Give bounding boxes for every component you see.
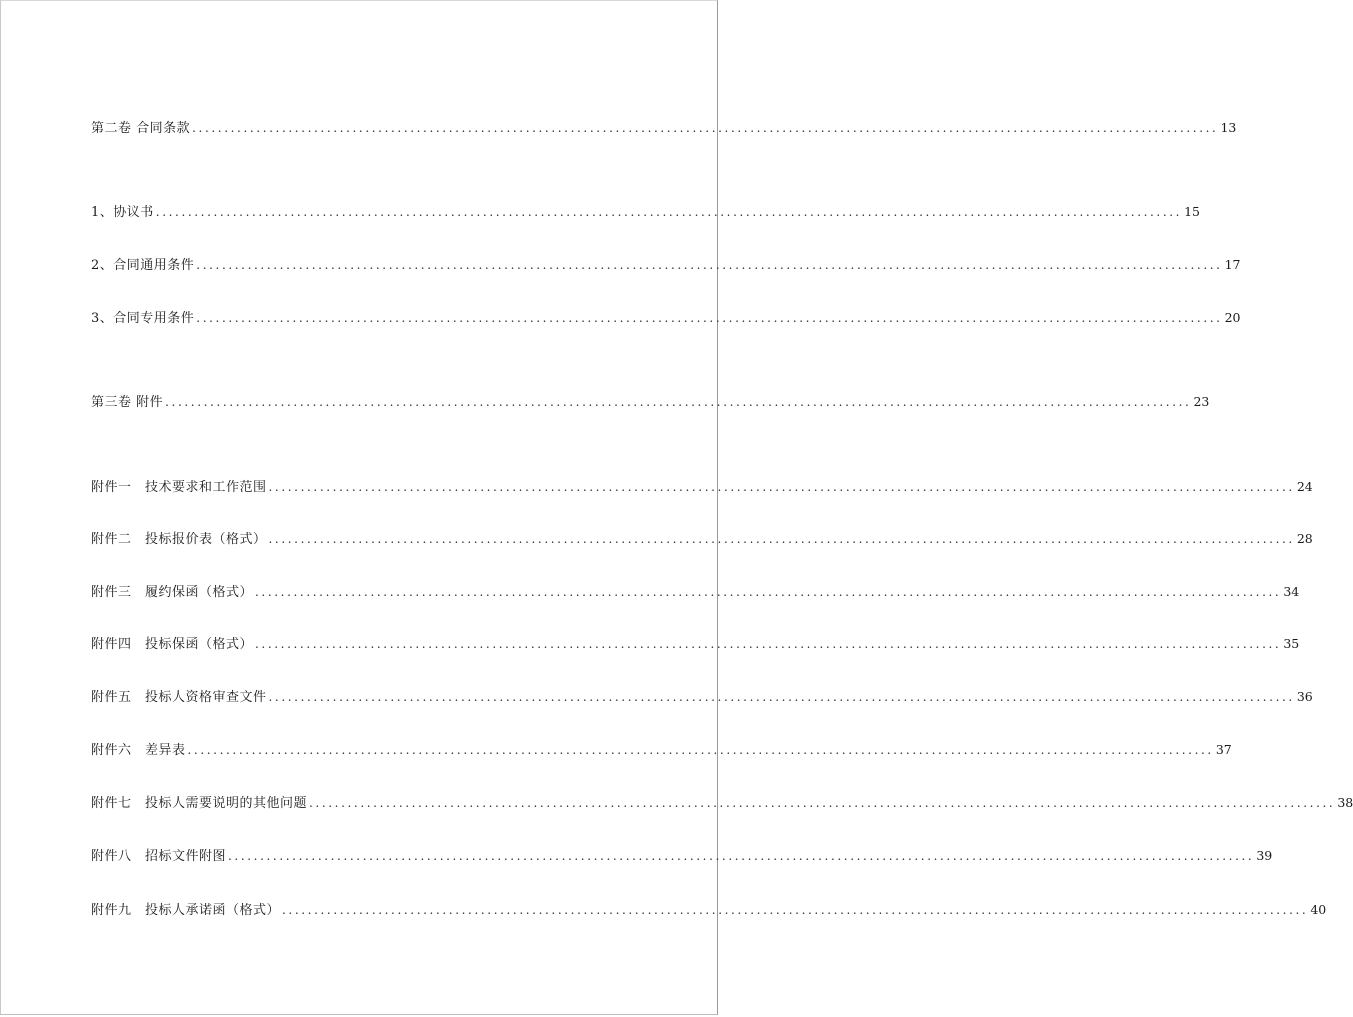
toc-page-number: 15 [1184, 204, 1200, 219]
toc-entry-label: 附件一 技术要求和工作范围 [91, 480, 267, 495]
toc-dot-leader: ................................................................................................................................................................ [255, 637, 1282, 651]
toc-dot-leader: ................................................................................................................................................................ [196, 311, 1223, 325]
toc-entry-agreement[interactable] [91, 201, 1200, 223]
toc-entry-label: 附件六 差异表 [91, 743, 186, 758]
toc-entry-annex-9[interactable] [91, 899, 1327, 921]
toc-entry-label: 3、合同专用条件 [91, 311, 195, 326]
toc-entry-annex-2[interactable] [91, 528, 1313, 550]
toc-dot-leader: ................................................................................................................................................................ [268, 690, 1295, 704]
toc-page-number: 24 [1296, 479, 1313, 494]
toc-dot-leader: ................................................................................................................................................................ [228, 849, 1255, 863]
toc-entry-label: 第三卷 附件 [91, 395, 164, 410]
toc-dot-leader: ................................................................................................................................................................ [268, 480, 1295, 494]
toc-dot-leader: ................................................................................................................................................................ [282, 903, 1309, 917]
toc-entry-volume-2[interactable] [91, 117, 1237, 139]
toc-entry-label: 附件七 投标人需要说明的其他问题 [91, 796, 308, 811]
toc-dot-leader: ................................................................................................................................................................ [192, 121, 1219, 135]
toc-entry-general-conditions[interactable] [91, 254, 1241, 276]
toc-page-number: 17 [1224, 257, 1241, 272]
toc-page-number: 23 [1193, 394, 1210, 409]
toc-page-number: 36 [1296, 689, 1313, 704]
toc-page-number: 39 [1256, 848, 1273, 863]
toc-dot-leader: ................................................................................................................................................................ [187, 743, 1214, 757]
toc-entry-label: 2、合同通用条件 [91, 258, 195, 273]
toc-entry-annex-5[interactable] [91, 686, 1313, 708]
toc-page-number: 40 [1310, 902, 1327, 917]
toc-page-number: 13 [1220, 120, 1237, 135]
toc-entry-label: 1、协议书 [91, 205, 154, 220]
toc-entry-label: 附件五 投标人资格审查文件 [91, 690, 267, 705]
toc-dot-leader: ................................................................................................................................................................ [255, 585, 1282, 599]
toc-dot-leader: ................................................................................................................................................................ [196, 258, 1223, 272]
toc-page-number: 28 [1296, 531, 1313, 546]
toc-entry-label: 附件九 投标人承诺函（格式） [91, 903, 281, 918]
toc-entry-label: 第二卷 合同条款 [91, 121, 191, 136]
toc-entry-volume-3[interactable] [91, 391, 1210, 413]
toc-dot-leader: ................................................................................................................................................................ [309, 796, 1336, 810]
toc-dot-leader: ................................................................................................................................................................ [268, 532, 1295, 546]
toc-page-number: 20 [1224, 310, 1241, 325]
toc-page-number: 35 [1283, 636, 1300, 651]
toc-entry-annex-3[interactable] [91, 581, 1300, 603]
toc-entry-label: 附件三 履约保函（格式） [91, 585, 254, 600]
toc-entry-label: 附件二 投标报价表（格式） [91, 532, 267, 547]
toc-page-number: 34 [1283, 584, 1300, 599]
toc-dot-leader: ................................................................................................................................................................ [165, 395, 1192, 409]
toc-entry-annex-1[interactable] [91, 476, 1313, 498]
toc-entry-annex-7[interactable] [91, 792, 1353, 814]
toc-entry-special-conditions[interactable] [91, 307, 1241, 329]
toc-entry-label: 附件八 招标文件附图 [91, 849, 227, 864]
toc-entry-annex-6[interactable] [91, 739, 1232, 761]
toc-entry-annex-8[interactable] [91, 845, 1273, 867]
toc-entry-label: 附件四 投标保函（格式） [91, 637, 254, 652]
toc-entry-annex-4[interactable] [91, 633, 1300, 655]
toc-dot-leader: ................................................................................................................................................................ [155, 205, 1183, 219]
toc-page-number: 37 [1215, 742, 1232, 757]
toc-page-number: 38 [1337, 795, 1353, 810]
